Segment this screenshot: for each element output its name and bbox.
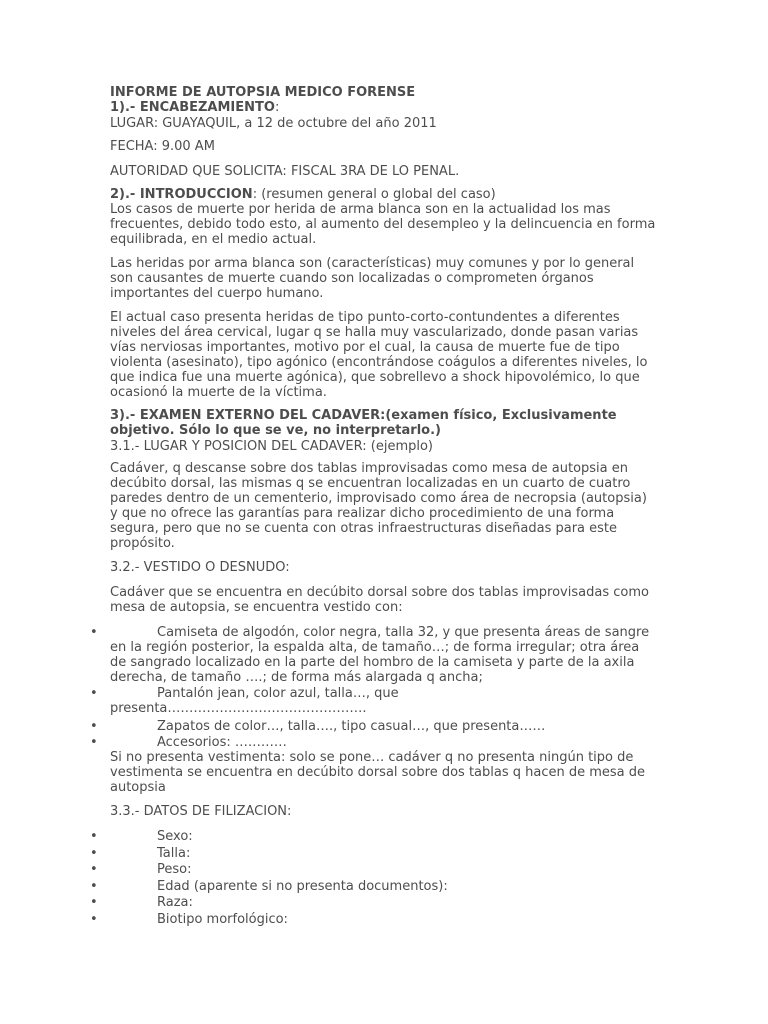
bullet-icon: • xyxy=(90,625,98,640)
clothing-item-text: Zapatos de color…, talla…., tipo casual…, que presenta…… xyxy=(157,719,546,734)
filiation-item-text: Raza: xyxy=(157,895,193,910)
section-1-heading xyxy=(110,100,658,115)
list-item xyxy=(90,625,658,685)
fecha-line: FECHA: 9.00 AM xyxy=(110,139,215,154)
list-item xyxy=(90,719,658,734)
list-item xyxy=(90,895,658,910)
filiation-item-text: Talla: xyxy=(157,846,191,861)
list-item xyxy=(90,686,658,716)
autoridad-line: AUTORIDAD QUE SOLICITA: FISCAL 3RA DE LO PENAL. xyxy=(110,164,460,179)
filiation-item-text: Biotipo morfológico: xyxy=(157,912,288,927)
clothing-item-text: Accesorios: ………… xyxy=(157,735,287,750)
section-2-heading-suffix: : (resumen general o global del caso) xyxy=(252,187,496,202)
bullet-icon: • xyxy=(90,912,98,927)
intro-paragraph-3: El actual caso presenta heridas de tipo punto-corto-contundentes a diferentes niveles del área cervical, lugar q se halla muy vascularizado, donde pasan varias vías nerviosas importantes, motivo por el cual, la causa de muerte fue de tipo violenta (asesinato), tipo agónico (encontrándose coágulos a diferentes niveles, lo que indica fue una muerte agónica), que sobrellevo a shock hipovolémico, lo que ocasionó la muerte de la víctima. xyxy=(110,310,648,400)
intro-paragraph-2: Las heridas por arma blanca son (características) muy comunes y por lo general son causantes de muerte cuando son localizadas o comprometen órganos importantes del cuerpo humano. xyxy=(110,256,635,301)
bullet-icon: • xyxy=(90,862,98,877)
list-item xyxy=(90,912,658,927)
list-item xyxy=(90,846,658,861)
bullet-icon: • xyxy=(90,719,98,734)
clothing-item-text: Pantalón jean, color azul, talla…, que presenta………………………………………. xyxy=(110,686,399,716)
bullet-icon: • xyxy=(90,895,98,910)
section-2-heading-text: 2).- INTRODUCCION xyxy=(110,187,253,202)
bullet-icon: • xyxy=(90,879,98,894)
intro-paragraph-1: Los casos de muerte por herida de arma blanca son en la actualidad los mas frecuentes, debido todo esto, al aumento del desempleo y la delincuencia en forma equilibrada, en el medio actual. xyxy=(110,202,656,247)
subsection-3-3-heading: 3.3.- DATOS DE FILIZACION: xyxy=(110,804,292,819)
subsection-3-1-text: Cadáver, q descanse sobre dos tablas improvisadas como mesa de autopsia en decúbito dorsal, las mismas q se encuentran localizadas en un cuarto de cuatro paredes dentro de un cementerio, improvisado como área de necropsia (autopsia) y que no ofrece las garantías para realizar dicho procedimiento de una forma segura, pero que no se cuenta con otras infraestructuras diseñadas para este propósito. xyxy=(110,461,647,551)
list-item xyxy=(90,862,658,877)
list-item xyxy=(90,735,658,750)
filiation-item-text: Edad (aparente si no presenta documentos): xyxy=(157,879,448,894)
section-1-heading-text: 1).- ENCABEZAMIENTO xyxy=(110,100,275,115)
bullet-icon: • xyxy=(90,829,98,844)
document-title: INFORME DE AUTOPSIA MEDICO FORENSE xyxy=(110,85,416,100)
clothing-item-text: Camiseta de algodón, color negra, talla 32, y que presenta áreas de sangre en la región posterior, la espalda alta, de tamaño…; de forma irregular; otra área de sangrado localizado en la parte del hombro de la camiseta y parte de la axila derecha, de tamaño ….; de forma más alargada q ancha; xyxy=(110,625,650,685)
list-item xyxy=(90,829,658,844)
lugar-line: LUGAR: GUAYAQUIL, a 12 de octubre del año 2011 xyxy=(110,116,437,131)
bullet-icon: • xyxy=(90,846,98,861)
subsection-3-2-text: Cadáver que se encuentra en decúbito dorsal sobre dos tablas improvisadas como mesa de autopsia, se encuentra vestido con: xyxy=(110,585,649,615)
bullet-icon: • xyxy=(90,686,98,701)
filiation-item-text: Sexo: xyxy=(157,829,193,844)
subsection-3-2-heading: 3.2.- VESTIDO O DESNUDO: xyxy=(110,560,290,575)
bullet-icon: • xyxy=(90,735,98,750)
filiation-item-text: Peso: xyxy=(157,862,192,877)
section-3-heading: 3).- EXAMEN EXTERNO DEL CADAVER:(examen físico, Exclusivamente objetivo. Sólo lo que se ve, no interpretarlo.) xyxy=(110,408,617,438)
no-clothing-note: Si no presenta vestimenta: solo se pone… cadáver q no presenta ningún tipo de vestimenta se encuentra en decúbito dorsal sobre dos tablas q hacen de mesa de autopsia xyxy=(110,750,646,795)
section-1-heading-suffix: : xyxy=(274,100,280,115)
section-2-heading xyxy=(110,187,658,202)
list-item xyxy=(90,879,658,894)
subsection-3-1-heading: 3.1.- LUGAR Y POSICION DEL CADAVER: (ejemplo) xyxy=(110,439,434,454)
